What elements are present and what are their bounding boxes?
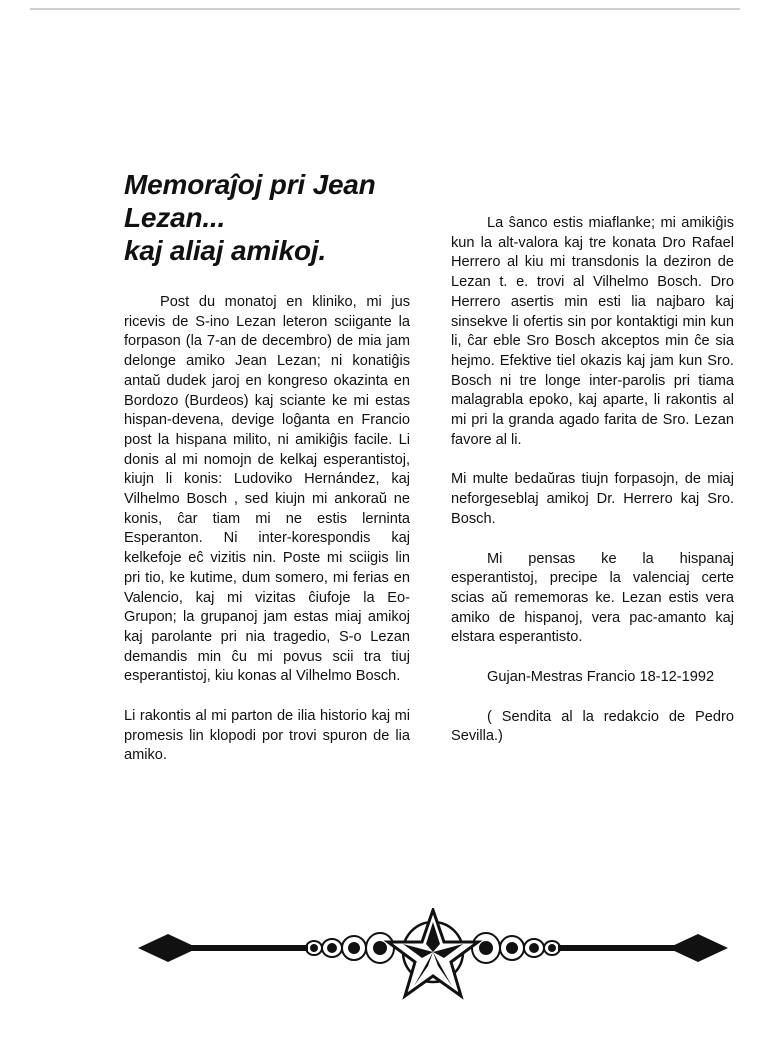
editorial-note: ( Sendita al la redakcio de Pedro Sevilla.) bbox=[451, 708, 734, 745]
left-medallions bbox=[306, 933, 394, 963]
page-top-rule bbox=[30, 8, 740, 10]
right-diamond-icon bbox=[668, 934, 728, 962]
left-column bbox=[124, 293, 410, 786]
right-paragraph-2: Mi multe bedaŭras tiujn forpasojn, de miaj neforgeseblaj amikoj Dr. Herrero kaj Sro. Bosch. bbox=[451, 471, 734, 527]
article-title-line-2: Lezan... bbox=[124, 202, 226, 233]
left-paragraph-2: Li rakontis al mi parton de ilia historio kaj mi promesis lin klopodi por trovi spuron de lia amiko. bbox=[124, 708, 410, 764]
left-bar bbox=[178, 945, 308, 951]
right-column bbox=[451, 214, 734, 767]
right-paragraph-1: La ŝanco estis miaflanke; mi amikiĝis kun la alt-valora kaj tre konata Dro Rafael Herrero al kiu mi transdonis la deziron de Lezan t. e. trovi al Vilhelmo Bosch. Dro Herrero asertis min esti lia najbaro kaj sinsekve li ofertis sin por kontaktigi min kun li, ĉar eble Sro Bosch akceptos min ĉe sia hejmo. Efektive tiel okazis kaj jam kun Sro. Bosch ni tre longe inter-parolis pri tiama malagrabla epoko, kaj aparte, li rakontis al mi pri la granda agado farita de Sro. Lezan favore al li. bbox=[451, 215, 734, 448]
article-title bbox=[124, 168, 424, 267]
right-paragraph-3: Mi pensas ke la hispanaj esperantistoj, precipe la valenciaj certe scias aŭ rememoras ke. Lezan estis vera amiko de hispanoj, vera pac-amanto kaj elstara esperantisto. bbox=[451, 550, 734, 646]
signature-place-date: Gujan-Mestras Francio 18-12-1992 bbox=[487, 669, 715, 686]
star-medallion-divider-icon bbox=[138, 908, 728, 1004]
article-title-line-1: Memoraĵoj pri Jean bbox=[124, 169, 376, 200]
left-paragraph-1: Post du monatoj en kliniko, mi jus ricevis de S-ino Lezan leteron sciigante la forpason (la 7-an de decembro) de mia jam delonge amiko Jean Lezan; ni konatiĝis antaŭ dudek jaroj en kongreso okazinta en Bordozo (Burdeos) kaj sciante ke mi estas hispan-devena, devige loĝanta en Francio post la hispana milito, ni amikiĝis facile. Li donis al mi nomojn de kelkaj esperantistoj, kiujn li konis: Ludoviko Hernández, kaj Vilhelmo Bosch , sed kiujn mi ankoraŭ ne konis, ĉar tiam mi ne estis lerninta Esperanton. Ni inter-korespondis kaj kelkefoje eĉ vizitis nin. Poste mi sciigis lin pri tio, ke kutime, dum somero, mi ferias en Valencio, kaj mi vizitas ĉiufoje la Eo-Grupon; la grupanoj jam estas miaj amikoj kaj parolante pri nia tragedio, S-o Lezan demandis min ĉu mi povus scii tra tiuj esperantistoj, kiu konas al Vilhelmo Bosch. bbox=[124, 294, 410, 685]
article-title-line-3: kaj aliaj amikoj. bbox=[124, 235, 327, 266]
right-medallions bbox=[472, 933, 560, 963]
center-star-icon bbox=[388, 910, 478, 996]
